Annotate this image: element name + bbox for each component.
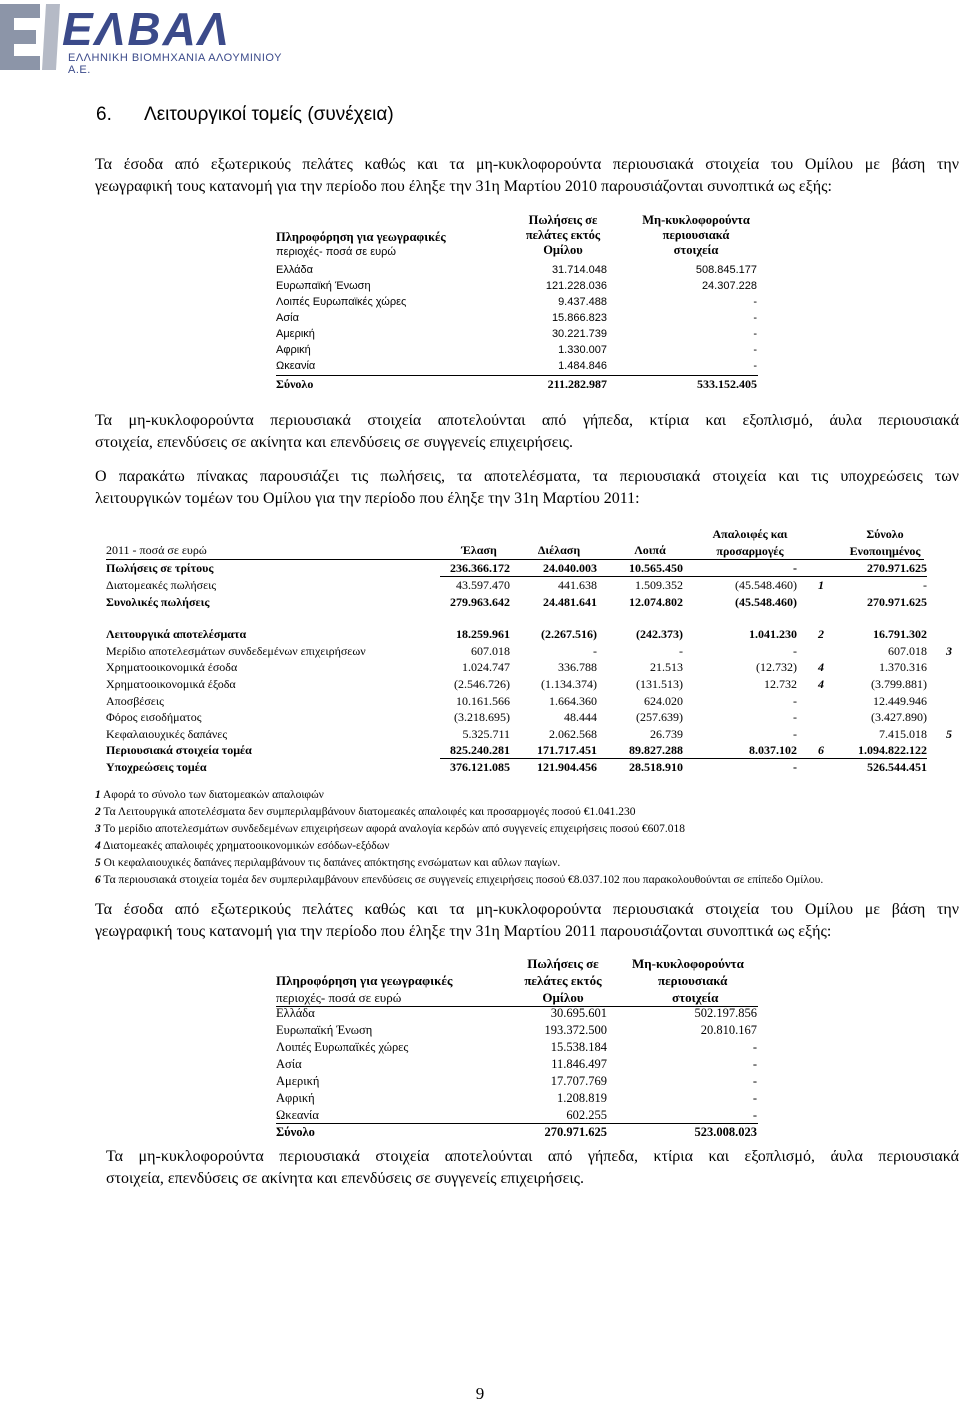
footnote-text: Οι κεφαλαιουχικές δαπάνες περιλαμβάνουν τις δαπάνες απόκτησης ενσώματων και αΰλων παγίων. [103,857,561,869]
footnote [95,823,685,835]
header-col5-line1: Σύνολο [866,527,904,541]
row-value-col5: 270.971.625 [867,561,927,575]
segments-header-year: 2011 - ποσά σε ευρώ [106,543,207,557]
header-sales-line3: Ομίλου [542,990,584,1005]
total-rule [276,375,758,376]
header-assets-line3: στοιχεία [673,243,719,257]
section-number: 6. [96,104,112,125]
row-value-col1: 279.963.642 [450,595,510,609]
assets-note-2-line2: στοιχεία, επενδύσεις σε ακίνητα και επενδύσεις σε συγγενείς επιχειρήσεις. [106,1170,585,1187]
header-assets-line2: περιουσιακά [662,228,730,242]
row-assets: - [753,328,757,340]
row-value-col4: (45.548.460) [735,578,797,592]
row-sales: 15.866.823 [551,312,607,324]
geo-2011-header-label [276,972,452,1006]
total-label: Σύνολο [276,1125,315,1139]
page-number: 9 [475,1384,485,1403]
row-sales: 193.372.500 [544,1023,607,1037]
row-assets: - [752,1074,757,1088]
row-sales: 1.208.819 [557,1091,607,1105]
header-label-line2: περιοχές- ποσά σε ευρώ [276,246,396,258]
row-value-col3: 10.565.450 [629,561,683,575]
row-value-col3: - [679,644,683,658]
header-rule [106,559,924,560]
row-value-col2: (1.134.374) [541,677,597,691]
row-label: Κεφαλαιουχικές δαπάνες [106,727,228,741]
table-rule [440,576,927,577]
row-value-col3: (131.513) [636,677,683,691]
row-value-col4: 1.041.230 [749,627,797,641]
segments-header-col5 [830,526,940,560]
header-col5-line2: Ενοποιημένος [849,544,921,558]
assets-note-paragraph-2 [106,1146,959,1190]
row-value-col2: 24.040.003 [543,561,597,575]
row-label: Περιουσιακά στοιχεία τομέα [106,743,252,757]
header-assets-line3: στοιχεία [672,990,719,1005]
total-label: Σύνολο [276,377,314,391]
row-value-col2: - [593,644,597,658]
footnote [95,840,390,852]
footnote-number: 1 [95,789,101,801]
row-sales: 15.538.184 [550,1040,607,1054]
row-assets: 24.307.228 [701,280,757,292]
row-label: Ασία [276,312,299,324]
row-label: Χρηματοοικονομικά έσοδα [106,660,238,674]
row-value-col4: - [793,561,797,575]
row-label: Υποχρεώσεις τομέα [106,760,207,774]
total-rule [276,1123,758,1124]
header-sales-line3: Ομίλου [543,243,583,257]
header-assets-line1: Μη-κυκλοφορούντα [632,956,744,971]
row-value-col2: 171.717.451 [537,743,597,757]
intro-2011-line2: γεωγραφική τους κατανομή για την περίοδο που έληξε την 31η Μαρτίου 2011 παρουσιάζονται συνοπτικά ως εξής: [95,923,832,940]
row-label: Αποσβέσεις [106,694,164,708]
row-value-col3: 28.518.910 [629,760,683,774]
row-value-col5: (3.427.890) [871,710,927,724]
row-value-col4: 12.732 [764,677,797,691]
geo-2011-header-sales [505,955,621,1006]
row-value-col3: 624.020 [644,694,683,708]
footnote-ref: 1 [818,578,824,592]
row-sales: 30.695.601 [550,1006,607,1020]
row-label: Ελλάδα [276,1006,315,1020]
header-assets-line2: περιουσιακά [658,973,728,988]
logo-wordmark: ΕΛΒΑΛ [62,3,231,55]
row-value-col5: 1.094.822.122 [858,743,927,757]
row-value-col1: 607.018 [471,644,510,658]
row-label: Μερίδιο αποτελεσμάτων συνδεδεμένων επιχειρήσεων [106,644,366,658]
row-value-col5: 1.370.316 [879,660,927,674]
footnote-number: 2 [95,806,101,818]
row-label: Λοιπές Ευρωπαϊκές χώρες [276,296,407,308]
row-value-col5: - [923,578,927,592]
row-value-col3: (257.639) [636,710,683,724]
row-value-col1: 43.597.470 [456,578,510,592]
header-sales-line1: Πωλήσεις σε [527,956,599,971]
row-assets: 502.197.856 [694,1006,757,1020]
row-value-col3: 26.739 [650,727,683,741]
row-label: Ασία [276,1057,302,1071]
header-assets-line1: Μη-κυκλοφορούντα [642,213,750,227]
row-value-col1: 5.325.711 [462,727,510,741]
header-col4-line2: προσαρμογές [716,544,784,558]
row-label: Λειτουργικά αποτελέσματα [106,627,247,641]
row-sales: 30.221.739 [551,328,607,340]
row-value-col4: - [793,694,797,708]
row-value-col2: 24.481.641 [543,595,597,609]
row-value-col5: (3.799.881) [871,677,927,691]
row-sales: 11.846.497 [551,1057,607,1071]
footnote-text: Τα Λειτουργικά αποτελέσματα δεν συμπεριλαμβάνουν διατομεακές απαλοιφές και προσαρμογές ποσού €1.041.230 [103,806,636,818]
row-value-col4: (12.732) [756,660,797,674]
section-title: Λειτουργικοί τομείς (συνέχεια) [144,104,394,125]
row-sales: 9.437.488 [558,296,607,308]
geo-2010-header-label [276,230,446,260]
row-value-col2: 441.638 [558,578,597,592]
row-sales: 1.484.846 [558,360,607,372]
row-label: Ελλάδα [276,264,314,276]
row-label: Συνολικές πωλήσεις [106,595,210,609]
footnote-ref: 4 [818,660,824,674]
row-assets: - [753,360,757,372]
row-value-col1: 10.161.566 [456,694,510,708]
geo-2010-header-assets [626,213,766,258]
row-value-col2: (2.267.516) [541,627,597,641]
header-label-line1: Πληροφόρηση για γεωγραφικές [276,230,446,244]
segments-header-col3: Λοιπά [634,543,666,557]
row-sales: 17.707.769 [550,1074,607,1088]
row-value-col5: 12.449.946 [873,694,927,708]
assets-note-1-line2: στοιχεία, επενδύσεις σε ακίνητα και επενδύσεις σε συγγενείς επιχειρήσεις. [95,434,574,451]
row-sales: 121.228.036 [545,280,607,292]
row-value-col3: 21.513 [650,660,683,674]
header-sales-line1: Πωλήσεις σε [528,213,598,227]
assets-note-2-line1: Τα μη-κυκλοφορούντα περιουσιακά στοιχεία αποτελούνται από γήπεδα, κτίρια και εξοπλισμό, άυλα περιουσιακά [106,1148,959,1165]
row-assets: - [753,312,757,324]
segments-intro-line2: λειτουργικών τομέων του Ομίλου για την περίοδο που έληξε την 31η Μαρτίου 2011: [95,490,640,507]
segments-intro-paragraph [95,466,959,510]
row-assets: - [752,1108,757,1122]
row-label: Λοιπές Ευρωπαϊκές χώρες [276,1040,409,1054]
header-label-line2: περιοχές- ποσά σε ευρώ [276,990,402,1005]
footnote-text: Αφορά το σύνολο των διατομεακών απαλοιφών [103,789,324,801]
row-value-col5: 16.791.302 [873,627,927,641]
footnote-number: 4 [95,840,101,852]
segments-header-col1: Έλαση [461,543,497,557]
row-label: Ωκεανία [276,1108,319,1122]
footnote [95,857,560,869]
row-value-col3: 1.509.352 [635,578,683,592]
row-assets: - [752,1057,757,1071]
row-value-col4: - [793,760,797,774]
row-assets: - [753,296,757,308]
row-value-col2: 2.062.568 [549,727,597,741]
intro-2011-line1: Τα έσοδα από εξωτερικούς πελάτες καθώς και τα μη-κυκλοφορούντα περιουσιακά στοιχεία του Ομίλου με βάση την [95,901,959,918]
footnote-ref: 2 [818,627,824,641]
footnote-number: 3 [95,823,101,835]
footnote [95,806,636,818]
footnote-number: 6 [95,874,101,886]
row-value-col3: 12.074.802 [629,595,683,609]
row-assets: - [752,1040,757,1054]
header-rule [276,1006,758,1007]
row-value-col2: 336.788 [558,660,597,674]
footnote-text: Το μερίδιο αποτελεσμάτων συνδεδεμένων επιχειρήσεων αφορά αναλογία κερδών από συγγενείς επιχειρήσεις ποσού €607.018 [103,823,686,835]
total-assets: 533.152.405 [697,377,757,391]
row-sales: 1.330.007 [558,344,607,356]
row-value-col2: 1.664.360 [549,694,597,708]
row-assets: - [752,1091,757,1105]
row-sales: 31.714.048 [551,264,607,276]
footnote-number: 5 [95,857,101,869]
company-logo [0,0,300,76]
footnote-ref: 3 [946,644,952,658]
header-col4-line1: Απαλοιφές και [712,527,788,541]
intro-2011-paragraph [95,899,959,943]
row-value-col1: 1.024.747 [462,660,510,674]
segments-header-col2: Διέλαση [537,543,581,557]
row-value-col1: (3.218.695) [454,710,510,724]
row-label: Διατομεακές πωλήσεις [106,578,217,592]
footnote [95,789,324,801]
segments-intro-line1: Ο παρακάτω πίνακας παρουσιάζει τις πωλήσεις, τα αποτελέσματα, τα περιουσιακά στοιχεία και τις υποχρεώσεις των [95,468,959,485]
total-sales: 270.971.625 [544,1125,607,1139]
row-value-col3: 89.827.288 [629,743,683,757]
header-sales-line2: πελάτες εκτός [524,973,602,988]
assets-note-paragraph-1 [95,410,959,454]
row-label: Αμερική [276,1074,320,1088]
total-sales: 211.282.987 [547,377,607,391]
row-value-col5: 526.544.451 [867,760,927,774]
row-assets: 20.810.167 [700,1023,757,1037]
intro-2010-paragraph [95,154,959,198]
logo-subtitle: ΕΛΛΗΝΙΚΗ ΒΙΟΜΗΧΑΝΙΑ ΑΛΟΥΜΙΝΙΟΥ Α.Ε. [68,52,282,76]
row-value-col4: 8.037.102 [749,743,797,757]
table-rule [440,758,927,759]
row-value-col3: (242.373) [636,627,683,641]
header-sales-line2: πελάτες εκτός [525,228,601,242]
row-value-col5: 7.415.018 [879,727,927,741]
row-label: Ευρωπαϊκή Ένωση [276,1023,373,1037]
row-value-col2: 121.904.456 [537,760,597,774]
row-label: Χρηματοοικονομικά έξοδα [106,677,236,691]
row-label: Αφρική [276,344,311,356]
total-assets: 523.008.023 [694,1125,757,1139]
row-value-col1: (2.546.726) [454,677,510,691]
intro-2010-line2: γεωγραφική τους κατανομή για την περίοδο που έληξε την 31η Μαρτίου 2010 παρουσιάζονται συνοπτικά ως εξής: [95,178,832,195]
row-value-col1: 18.259.961 [456,627,510,641]
row-value-col1: 236.366.172 [450,561,510,575]
footnote [95,874,823,886]
row-label: Ωκεανία [276,360,316,372]
row-sales: 602.255 [566,1108,607,1122]
row-value-col1: 376.121.085 [450,760,510,774]
footnote-ref: 6 [818,743,824,757]
assets-note-1-line1: Τα μη-κυκλοφορούντα περιουσιακά στοιχεία αποτελούνται από γήπεδα, κτίρια και εξοπλισμό, άυλα περιουσιακά [95,412,959,429]
footnote-text: Τα περιουσιακά στοιχεία τομέα δεν συμπεριλαμβάνουν επενδύσεις σε συγγενείς επιχειρήσεις ποσού €8.037.102 που παρακολουθούνται σε επίπεδο Ομίλου. [103,874,824,886]
row-assets: - [753,344,757,356]
footnote-ref: 4 [818,677,824,691]
row-value-col4: (45.548.460) [735,595,797,609]
row-label: Πωλήσεις σε τρίτους [106,561,214,575]
row-value-col4: - [793,644,797,658]
row-value-col5: 607.018 [888,644,927,658]
section-heading [96,104,394,126]
row-value-col5: 270.971.625 [867,595,927,609]
geo-2011-header-assets [626,955,772,1006]
row-value-col2: 48.444 [564,710,597,724]
header-label-line1: Πληροφόρηση για γεωγραφικές [276,973,453,988]
row-value-col1: 825.240.281 [450,743,510,757]
row-value-col4: - [793,727,797,741]
row-label: Ευρωπαϊκή Ένωση [276,280,371,292]
logo-mark-icon [0,0,70,72]
segments-header-col4 [700,526,800,560]
geo-2010-header-sales [505,213,621,258]
footnote-text: Διατομεακές απαλοιφές χρηματοοικονομικών εσόδων-εξόδων [103,840,390,852]
row-value-col4: - [793,710,797,724]
row-assets: 508.845.177 [695,264,757,276]
row-label: Φόρος εισοδήματος [106,710,202,724]
row-label: Αφρική [276,1091,315,1105]
row-label: Αμερική [276,328,315,340]
intro-2010-line1: Τα έσοδα από εξωτερικούς πελάτες καθώς και τα μη-κυκλοφορούντα περιουσιακά στοιχεία του Ομίλου με βάση την [95,156,959,173]
footnote-ref: 5 [946,727,952,741]
